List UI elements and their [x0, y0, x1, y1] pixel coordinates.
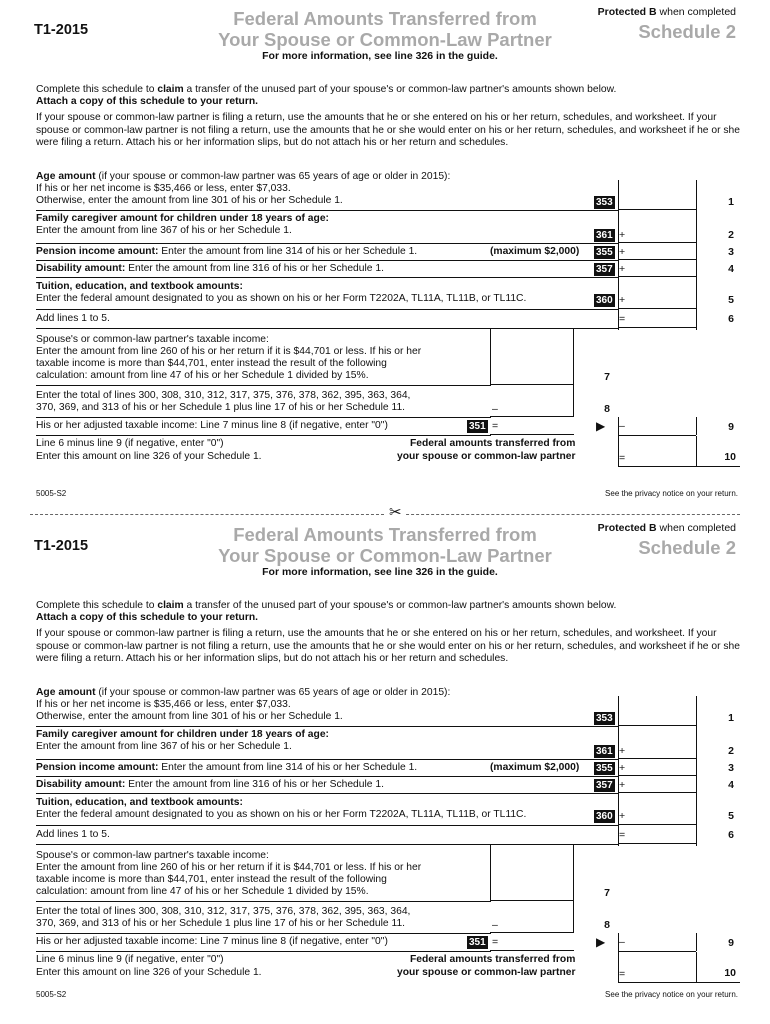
line-10-entry-underline[interactable] — [618, 466, 740, 467]
taxable-income-line2: Enter the amount from line 260 of his or her return if it is $44,701 or less. If his or her — [36, 346, 422, 357]
schedule-label: Schedule 2 — [638, 537, 736, 558]
caregiver-heading: Family caregiver amount for children under 18 years of age: — [36, 729, 329, 740]
line-code-351: 351 — [469, 421, 486, 432]
protected-label: Protected B — [597, 522, 657, 534]
divider — [36, 951, 491, 952]
line-code-357: 357 — [596, 780, 613, 791]
total-lines-text: Enter the total of lines 300, 308, 310, 312, 317, 375, 376, 378, 362, 395, 363, 364, — [36, 906, 411, 917]
taxable-income-line2: Enter the amount from line 260 of his or her return if it is $44,701 or less. If his or her — [36, 862, 422, 873]
line-number-1: 1 — [728, 196, 734, 208]
total-lines-text-2: 370, 369, and 313 of his or her Schedule 1 plus line 17 of his or her Schedule 11. — [36, 918, 406, 929]
line-number-3: 3 — [728, 246, 734, 258]
line-number-2: 2 — [728, 745, 734, 757]
pension-income-row: Pension income amount: Enter the amount from line 314 of his or her Schedule 1. — [36, 246, 418, 257]
line-number-8: 8 — [604, 403, 610, 415]
cut-line — [30, 514, 740, 515]
divider — [36, 309, 619, 310]
equals-sign: = — [619, 452, 626, 464]
age-amount-otherwise: Otherwise, enter the amount from line 301 of his or her Schedule 1. — [36, 711, 343, 722]
line-4-entry-underline[interactable] — [618, 276, 696, 277]
taxable-income-line3: taxable income is more than $44,701, enter instead the result of the following — [36, 358, 387, 369]
line-7-entry-underline[interactable] — [490, 384, 574, 385]
minus-sign: – — [492, 403, 498, 415]
add-lines-1-5: Add lines 1 to 5. — [36, 829, 110, 840]
divider — [36, 417, 491, 418]
line-10-box-right — [696, 436, 697, 466]
minus-sign: – — [492, 919, 498, 931]
intro-text: Complete this schedule to claim a transfer of the unused part of your spouse's or common-law partner's amounts shown below. — [36, 84, 617, 95]
line-9-box-right — [696, 417, 697, 435]
adjusted-taxable-income: His or her adjusted taxable income: Line 7 minus line 8 (if negative, enter "0") — [36, 936, 388, 947]
equals-sign: = — [492, 936, 499, 948]
line-6-entry-underline[interactable] — [618, 843, 696, 844]
equals-sign: = — [619, 313, 626, 325]
taxable-income-line4: calculation: amount from line 47 of his or her Schedule 1 divided by 15%. — [36, 370, 369, 381]
line-9-box-left — [618, 417, 619, 435]
line-number-9: 9 — [728, 937, 734, 949]
tuition-heading: Tuition, education, and textbook amounts: — [36, 797, 243, 808]
enter-line-326: Enter this amount on line 326 of your Schedule 1. — [36, 967, 262, 978]
tuition-heading: Tuition, education, and textbook amounts: — [36, 281, 243, 292]
line-3-entry-underline[interactable] — [618, 775, 696, 776]
age-amount-otherwise: Otherwise, enter the amount from line 301 of his or her Schedule 1. — [36, 195, 343, 206]
plus-sign: + — [619, 762, 626, 774]
divider — [36, 328, 619, 329]
divider — [36, 825, 619, 826]
line-8-box-right — [573, 901, 574, 932]
line-2-entry-underline[interactable] — [618, 758, 696, 759]
pension-income-row: Pension income amount: Enter the amount from line 314 of his or her Schedule 1. — [36, 762, 418, 773]
line-9-entry-underline[interactable] — [618, 435, 696, 436]
pension-maximum: (maximum $2,000) — [490, 762, 580, 773]
line-1-entry-underline[interactable] — [618, 725, 696, 726]
divider — [36, 260, 619, 261]
plus-sign: + — [619, 263, 626, 275]
line-number-1: 1 — [728, 712, 734, 724]
line-code-361: 361 — [596, 230, 613, 241]
privacy-notice: See the privacy notice on your return. — [605, 489, 738, 498]
divider — [36, 844, 619, 845]
minus-sign: – — [619, 936, 625, 948]
divider — [36, 933, 491, 934]
more-info: For more information, see line 326 in the guide. — [262, 50, 498, 62]
arrow-right-icon: ▶ — [596, 419, 606, 433]
line-code-360: 360 — [596, 811, 613, 822]
protected-label: Protected B — [597, 6, 657, 18]
amount-column-right-border — [696, 180, 697, 330]
form-title-line2: Your Spouse or Common-Law Partner — [218, 545, 552, 566]
form-id: T1-2015 — [34, 22, 89, 38]
equals-sign: = — [619, 968, 626, 980]
divider — [36, 793, 619, 794]
line-8-entry-underline[interactable] — [490, 416, 574, 417]
form-id: T1-2015 — [34, 538, 89, 554]
line-6-minus-9: Line 6 minus line 9 (if negative, enter "0") — [36, 954, 224, 965]
form-title-line1: Federal Amounts Transferred from — [233, 524, 537, 545]
caregiver-heading: Family caregiver amount for children under 18 years of age: — [36, 213, 329, 224]
schedule-label: Schedule 2 — [638, 21, 736, 42]
form-title-line2: Your Spouse or Common-Law Partner — [218, 29, 552, 50]
line-number-5: 5 — [728, 810, 734, 822]
line-7-box-left — [490, 328, 491, 384]
instructions-text: If your spouse or common-law partner is filing a return, use the amounts that he or she entered on his or her return, schedules, and worksheet. If your spouse or common-law partner is not filing a return, use the amounts that he or she would enter on his or her return, schedules, and worksheet if he or she were filing a return. Attach his or her information slips, but do not attach his or her return and schedules. — [36, 112, 740, 148]
more-info: For more information, see line 326 in the guide. — [262, 566, 498, 578]
tuition-instruction: Enter the federal amount designated to you as shown on his or her Form T2202A, TL11A, TL11B, or TL11C. — [36, 809, 527, 820]
line-code-361: 361 — [596, 746, 613, 757]
line-9-left-underline — [490, 434, 574, 435]
federal-amounts-label-2: your spouse or common-law partner — [397, 451, 576, 462]
plus-sign: + — [619, 745, 626, 757]
divider — [36, 901, 491, 902]
form-number: 5005-S2 — [36, 990, 67, 999]
line-5-entry-underline[interactable] — [618, 824, 696, 825]
tuition-instruction: Enter the federal amount designated to you as shown on his or her Form T2202A, TL11A, TL11B, or TL11C. — [36, 293, 527, 304]
total-lines-text-2: 370, 369, and 313 of his or her Schedule 1 plus line 17 of his or her Schedule 11. — [36, 402, 406, 413]
federal-amounts-label: Federal amounts transferred from — [410, 438, 576, 449]
protected-notice — [598, 6, 736, 18]
line-9-entry-underline[interactable] — [618, 951, 696, 952]
age-amount-rule: If his or her net income is $35,466 or less, enter $7,033. — [36, 699, 291, 710]
line-number-7: 7 — [604, 887, 610, 899]
line-number-7: 7 — [604, 371, 610, 383]
line-code-357: 357 — [596, 264, 613, 275]
schedule-copy-bottom — [0, 516, 770, 1013]
federal-amounts-label-2: your spouse or common-law partner — [397, 967, 576, 978]
instructions-text: If your spouse or common-law partner is filing a return, use the amounts that he or she entered on his or her return, schedules, and worksheet. If your spouse or common-law partner is not filing a return, use the amounts that he or she would enter on his or her return, schedules, and worksheet if he or she were filing a return. Attach his or her information slips, but do not attach his or her return and schedules. — [36, 628, 740, 664]
line-number-8: 8 — [604, 919, 610, 931]
line-number-3: 3 — [728, 762, 734, 774]
adjusted-taxable-income: His or her adjusted taxable income: Line 7 minus line 8 (if negative, enter "0") — [36, 420, 388, 431]
plus-sign: + — [619, 229, 626, 241]
line-number-10: 10 — [724, 451, 736, 463]
taxable-income-heading: Spouse's or common-law partner's taxable income: — [36, 334, 269, 345]
form-title — [180, 8, 590, 50]
form-title — [180, 524, 590, 566]
age-amount-heading: Age amount (if your spouse or common-law partner was 65 years of age or older in 2015): — [36, 171, 451, 182]
line-number-4: 4 — [728, 263, 734, 275]
federal-amounts-label: Federal amounts transferred from — [410, 954, 576, 965]
privacy-notice: See the privacy notice on your return. — [605, 990, 738, 999]
line-7-box-left — [490, 844, 491, 900]
scissors-icon: ✂ — [386, 505, 405, 521]
taxable-income-heading: Spouse's or common-law partner's taxable income: — [36, 850, 269, 861]
line-10-box-right — [696, 952, 697, 982]
line-code-351: 351 — [469, 937, 486, 948]
equals-sign: = — [619, 829, 626, 841]
protected-suffix: when completed — [659, 522, 736, 534]
attach-notice: Attach a copy of this schedule to your return. — [36, 96, 258, 107]
plus-sign: + — [619, 246, 626, 258]
line-9-box-right — [696, 933, 697, 951]
line-number-4: 4 — [728, 779, 734, 791]
disability-amount-row: Disability amount: Enter the amount from line 316 of his or her Schedule 1. — [36, 263, 384, 274]
line-6-entry-underline[interactable] — [618, 327, 696, 328]
taxable-income-line3: taxable income is more than $44,701, enter instead the result of the following — [36, 874, 387, 885]
add-lines-1-5: Add lines 1 to 5. — [36, 313, 110, 324]
line-code-353: 353 — [596, 713, 613, 724]
line-8-box-right — [573, 385, 574, 416]
age-amount-heading: Age amount (if your spouse or common-law partner was 65 years of age or older in 2015): — [36, 687, 451, 698]
line-5-entry-underline[interactable] — [618, 308, 696, 309]
line-3-entry-underline[interactable] — [618, 259, 696, 260]
protected-notice — [598, 522, 736, 534]
divider — [36, 210, 619, 211]
disability-amount-row: Disability amount: Enter the amount from line 316 of his or her Schedule 1. — [36, 779, 384, 790]
plus-sign: + — [619, 779, 626, 791]
protected-suffix: when completed — [659, 6, 736, 18]
line-8-entry-underline[interactable] — [490, 932, 574, 933]
minus-sign: – — [619, 420, 625, 432]
amount-column-right-border — [696, 696, 697, 846]
line-1-entry-underline[interactable] — [618, 209, 696, 210]
divider — [36, 385, 491, 386]
line-6-minus-9: Line 6 minus line 9 (if negative, enter "0") — [36, 438, 224, 449]
taxable-income-line4: calculation: amount from line 47 of his or her Schedule 1 divided by 15%. — [36, 886, 369, 897]
divider — [36, 759, 619, 760]
line-number-9: 9 — [728, 421, 734, 433]
line-7-box-right — [573, 328, 574, 384]
line-code-360: 360 — [596, 295, 613, 306]
divider — [36, 726, 619, 727]
caregiver-instruction: Enter the amount from line 367 of his or her Schedule 1. — [36, 225, 292, 236]
line-4-entry-underline[interactable] — [618, 792, 696, 793]
caregiver-instruction: Enter the amount from line 367 of his or her Schedule 1. — [36, 741, 292, 752]
arrow-right-icon: ▶ — [596, 935, 606, 949]
line-9-box-left — [618, 933, 619, 951]
line-code-355: 355 — [596, 763, 613, 774]
schedule-copy-top — [0, 0, 770, 497]
line-code-353: 353 — [596, 197, 613, 208]
line-number-6: 6 — [728, 829, 734, 841]
form-title-line1: Federal Amounts Transferred from — [233, 8, 537, 29]
plus-sign: + — [619, 294, 626, 306]
age-amount-rule: If his or her net income is $35,466 or less, enter $7,033. — [36, 183, 291, 194]
divider — [36, 435, 491, 436]
line-number-5: 5 — [728, 294, 734, 306]
form-number: 5005-S2 — [36, 489, 67, 498]
pension-maximum: (maximum $2,000) — [490, 246, 580, 257]
intro-text: Complete this schedule to claim a transfer of the unused part of your spouse's or common-law partner's amounts shown below. — [36, 600, 617, 611]
line-10-entry-underline[interactable] — [618, 982, 740, 983]
line-number-2: 2 — [728, 229, 734, 241]
enter-line-326: Enter this amount on line 326 of your Schedule 1. — [36, 451, 262, 462]
line-code-355: 355 — [596, 247, 613, 258]
divider — [36, 776, 619, 777]
divider — [36, 277, 619, 278]
line-7-entry-underline[interactable] — [490, 900, 574, 901]
attach-notice: Attach a copy of this schedule to your return. — [36, 612, 258, 623]
divider — [36, 243, 619, 244]
line-9-left-underline — [490, 950, 574, 951]
line-number-6: 6 — [728, 313, 734, 325]
line-number-10: 10 — [724, 967, 736, 979]
equals-sign: = — [492, 420, 499, 432]
line-7-box-right — [573, 844, 574, 900]
plus-sign: + — [619, 810, 626, 822]
total-lines-text: Enter the total of lines 300, 308, 310, 312, 317, 375, 376, 378, 362, 395, 363, 364, — [36, 390, 411, 401]
line-2-entry-underline[interactable] — [618, 242, 696, 243]
